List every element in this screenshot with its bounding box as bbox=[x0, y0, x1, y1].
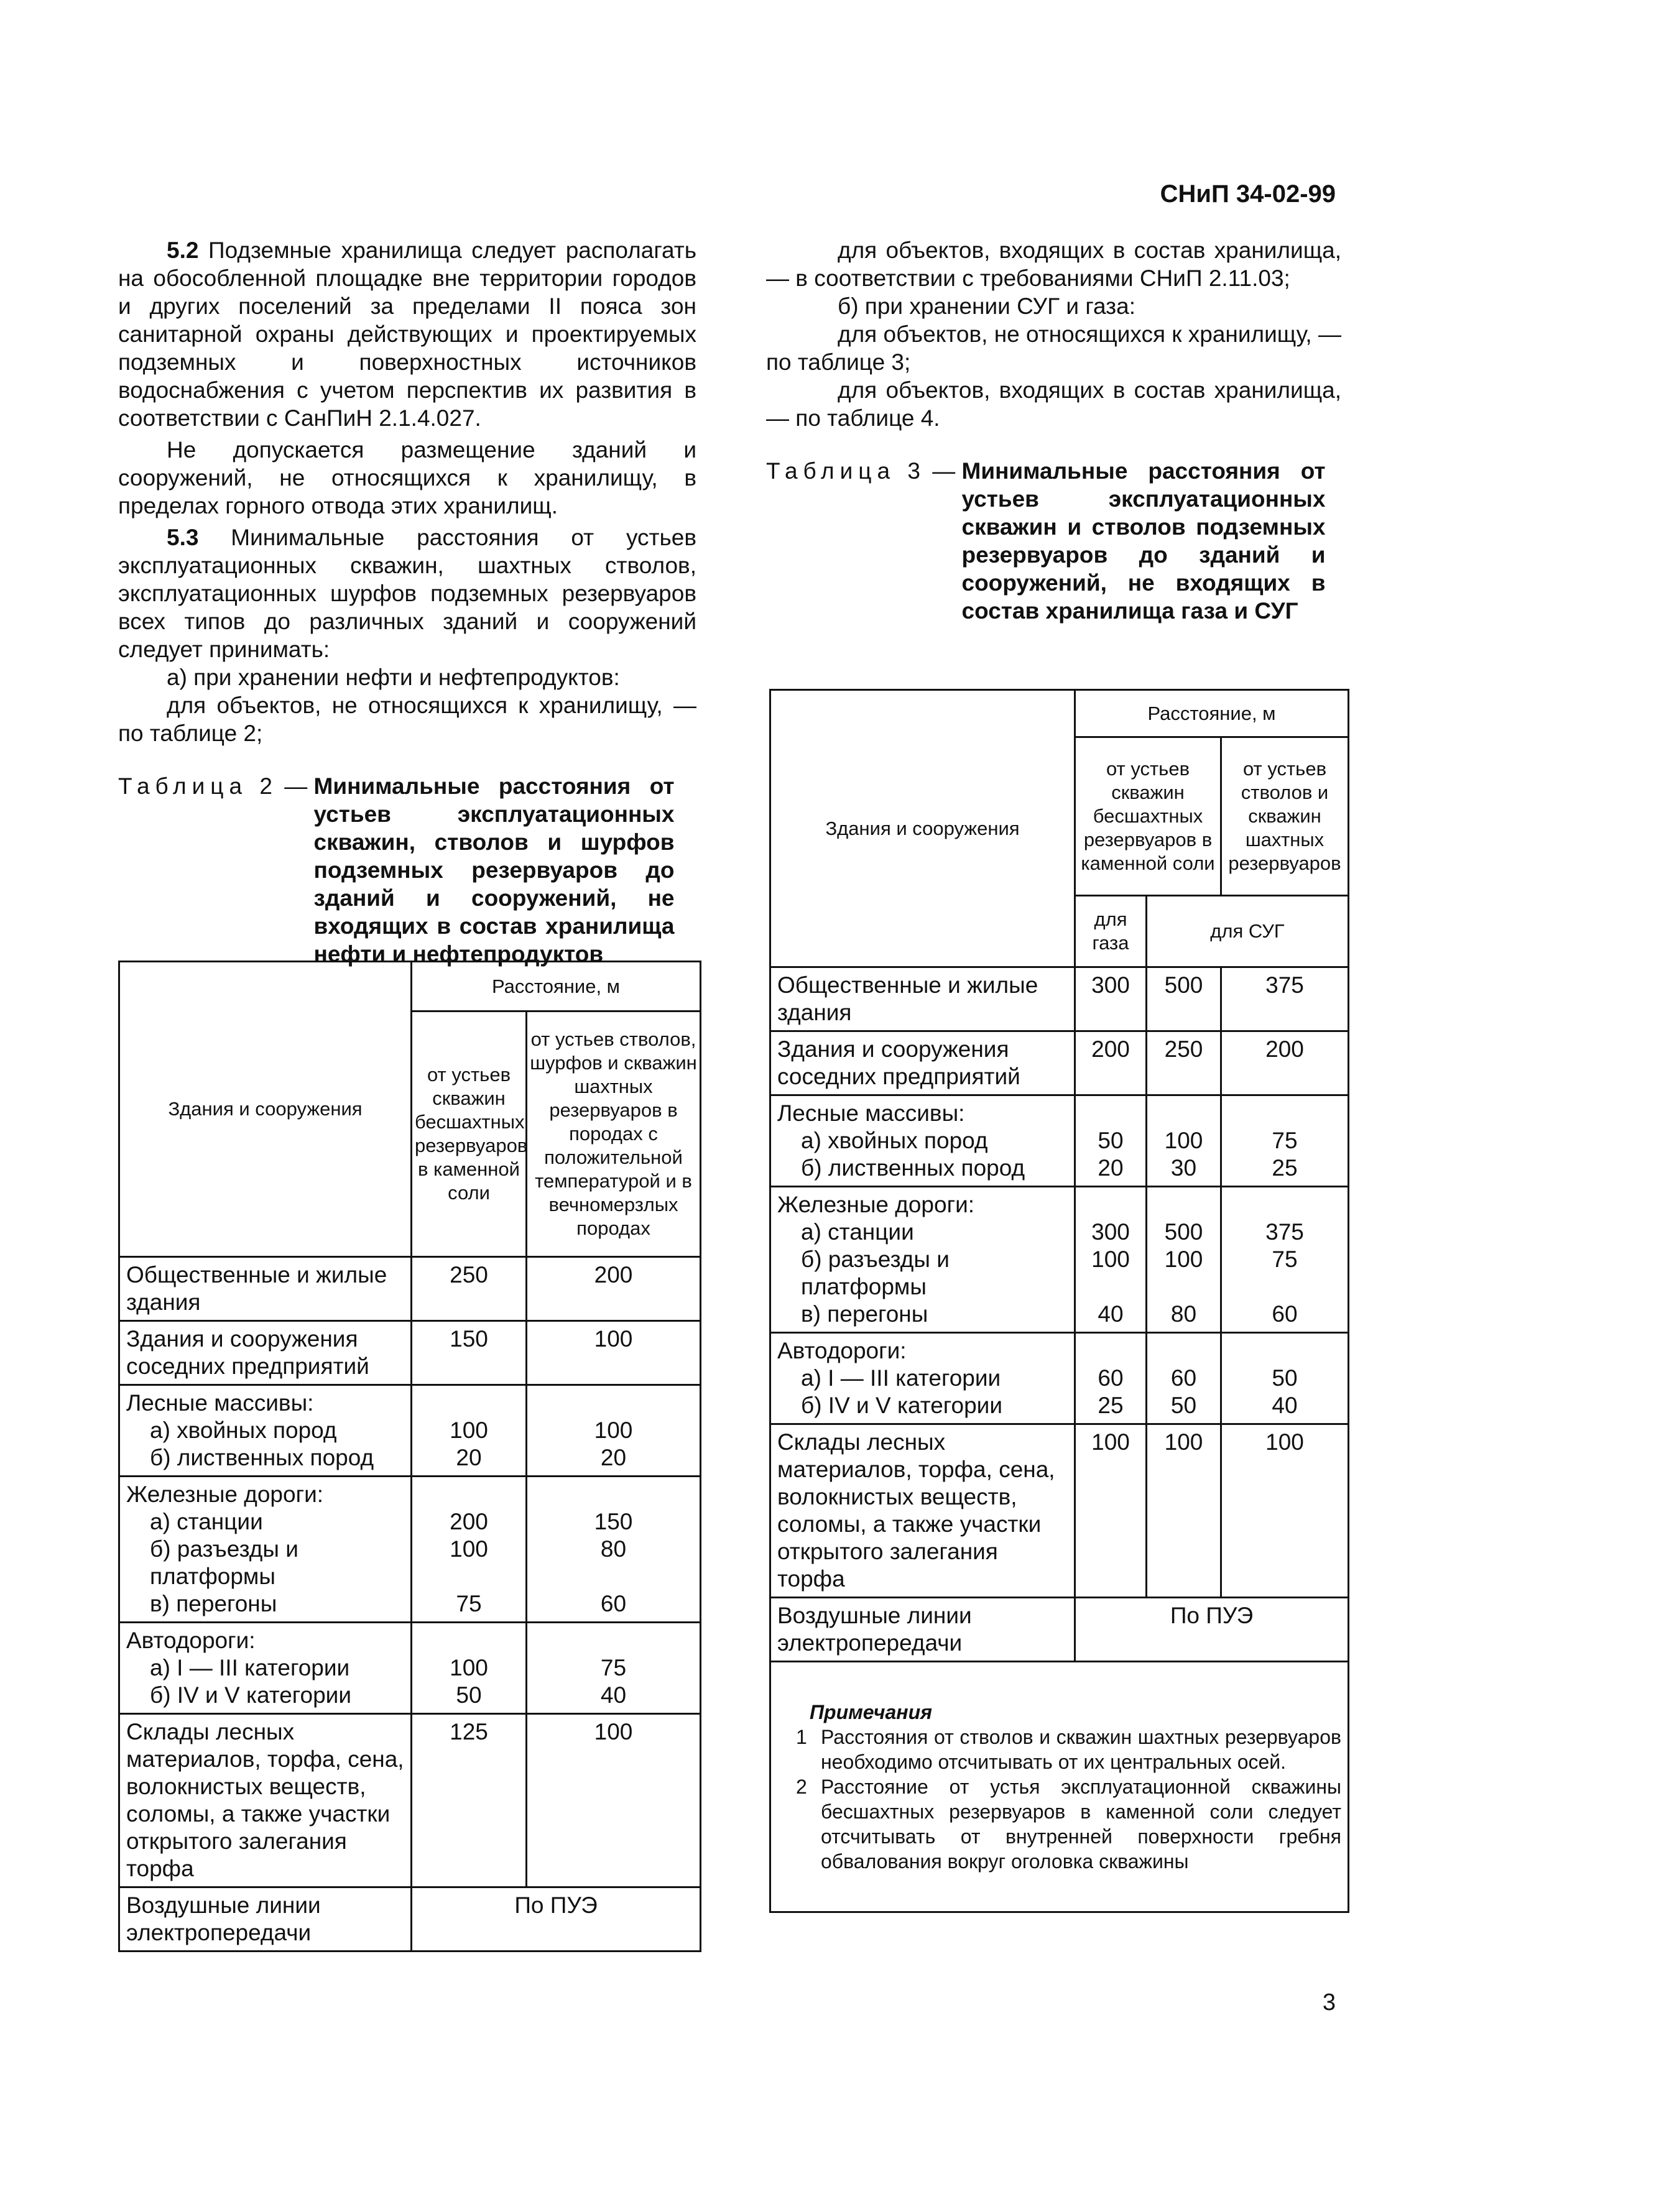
sub-item: б) разъезды и платформы bbox=[801, 1247, 950, 1299]
header-distance: Расстояние, м bbox=[412, 962, 701, 1012]
cell-value: 100 bbox=[1147, 1424, 1221, 1598]
group-heading: Автодороги: bbox=[126, 1628, 256, 1653]
row-name: Склады лесных материалов, торфа, сена, волокнистых веществ, соломы, а также участки открытого залегания торфа bbox=[119, 1714, 412, 1887]
cell-value: 250 bbox=[1147, 1031, 1221, 1095]
cell-value: 100 50 bbox=[412, 1623, 527, 1714]
sub-item: в) перегоны bbox=[801, 1301, 928, 1327]
group-heading: Автодороги: bbox=[777, 1338, 907, 1363]
paragraph: б) при хранении СУГ и газа: bbox=[838, 293, 1135, 319]
paragraph: для объектов, не относящихся к хранилищу, — по таблице 3; bbox=[766, 321, 1341, 375]
clause-number: 5.3 bbox=[167, 525, 199, 550]
cell-value: 100 20 bbox=[527, 1385, 701, 1477]
header-col-1: от устьев скважин бесшахтных резервуаров в каменной соли bbox=[1075, 737, 1221, 896]
cell-value: 150 bbox=[412, 1321, 527, 1385]
sub-item: б) IV и V категории bbox=[150, 1682, 351, 1708]
row-name bbox=[770, 1095, 1075, 1187]
notes-title: Примечания bbox=[810, 1701, 932, 1723]
row-name bbox=[770, 1333, 1075, 1424]
header-col-2: от устьев стволов и скважин шахтных резервуаров bbox=[1221, 737, 1349, 896]
row-name: Общественные и жилые здания bbox=[770, 967, 1075, 1031]
cell-value: 500 bbox=[1147, 967, 1221, 1031]
cell-value: 250 bbox=[412, 1257, 527, 1321]
group-heading: Железные дороги: bbox=[126, 1482, 324, 1507]
table-3-caption bbox=[766, 457, 1341, 625]
sub-item: б) лиственных пород bbox=[150, 1445, 374, 1470]
header-distance: Расстояние, м bbox=[1075, 690, 1349, 737]
row-name: Общественные и жилые здания bbox=[119, 1257, 412, 1321]
cell-value: 300 100 40 bbox=[1075, 1187, 1147, 1333]
cell-value: 375 75 60 bbox=[1221, 1187, 1349, 1333]
paragraph-5-3 bbox=[118, 523, 696, 663]
left-column bbox=[118, 236, 696, 968]
row-name bbox=[119, 1623, 412, 1714]
cell-value: 375 bbox=[1221, 967, 1349, 1031]
cell-value: 200 100 75 bbox=[412, 1477, 527, 1623]
header-buildings: Здания и сооружения bbox=[770, 690, 1075, 967]
row-name bbox=[119, 1477, 412, 1623]
cell-value: 100 bbox=[1075, 1424, 1147, 1598]
cell-value: 60 50 bbox=[1147, 1333, 1221, 1424]
paragraph: Не допускается размещение зданий и сооружений, не относящихся к хранилищу, в пределах горного отвода этих хранилищ. bbox=[118, 437, 696, 518]
sub-item: б) лиственных пород bbox=[801, 1155, 1025, 1181]
cell-value: 100 20 bbox=[412, 1385, 527, 1477]
cell-value: 100 bbox=[1221, 1424, 1349, 1598]
cell-value: 150 80 60 bbox=[527, 1477, 701, 1623]
clause-number: 5.2 bbox=[167, 237, 199, 263]
cell-value: 300 bbox=[1075, 967, 1147, 1031]
paragraph: для объектов, входящих в состав хранилища, — в соответствии с требованиями СНиП 2.11.03; bbox=[766, 237, 1341, 291]
paragraph-5-2 bbox=[118, 236, 696, 432]
row-name: Здания и сооружения соседних предприятий bbox=[119, 1321, 412, 1385]
cell-value: 125 bbox=[412, 1714, 527, 1887]
right-column bbox=[766, 236, 1341, 625]
sub-item: а) станции bbox=[801, 1219, 914, 1245]
sub-item: б) IV и V категории bbox=[801, 1393, 1002, 1418]
row-name bbox=[770, 1187, 1075, 1333]
clause-text: Подземные хранилища следует располагать на обособленной площадке вне территории городов и других поселений за пределами II пояса зон санитарной охраны действующих и проектируемых подземных и поверхностных источников водоснабжения с учетом перспектив их развития в соответствии с СанПиН 2.1.4.027. bbox=[118, 237, 696, 431]
caption-title: Минимальные расстояния от устьев эксплуатационных скважин и стволов подземных резервуаров до зданий и сооружений, не входящих в состав хранилища газа и СУГ bbox=[961, 458, 1326, 624]
notes-cell bbox=[770, 1662, 1349, 1912]
sub-item: а) хвойных пород bbox=[801, 1128, 988, 1153]
sub-item: а) I — III категории bbox=[801, 1365, 1001, 1391]
clause-text: Минимальные расстояния от устьев эксплуатационных скважин, шахтных стволов, эксплуатационных шурфов подземных резервуаров всех типов до различных зданий и сооружений следует принимать: bbox=[118, 525, 696, 662]
document-header: СНиП 34-02-99 bbox=[1160, 180, 1336, 208]
cell-value: 75 40 bbox=[527, 1623, 701, 1714]
note-2: 2 Расстояние от устья эксплуатационной скважины бесшахтных резервуаров в каменной соли следует отсчитывать от внутренней поверхности гребня обвалования вокруг оголовка скважины bbox=[796, 1776, 1341, 1873]
sub-item: а) I — III категории bbox=[150, 1655, 350, 1680]
cell-value: 500 100 80 bbox=[1147, 1187, 1221, 1333]
paragraph: для объектов, не относящихся к хранилищу, — по таблице 2; bbox=[118, 693, 696, 746]
row-name: Воздушные линии электропередачи bbox=[770, 1598, 1075, 1662]
sub-item: б) разъезды и платформы bbox=[150, 1536, 298, 1589]
table-2-caption bbox=[118, 772, 696, 968]
row-name: Склады лесных материалов, торфа, сена, волокнистых веществ, соломы, а также участки открытого залегания торфа bbox=[770, 1424, 1075, 1598]
group-heading: Железные дороги: bbox=[777, 1192, 975, 1217]
header-sug: для СУГ bbox=[1147, 896, 1349, 967]
paragraph: для объектов, входящих в состав хранилища, — по таблице 4. bbox=[766, 377, 1341, 431]
caption-dash: — bbox=[277, 773, 314, 799]
page-number: 3 bbox=[1322, 1989, 1336, 2016]
header-col-1: от устьев скважин бесшахтных резервуаров в каменной соли bbox=[412, 1012, 527, 1257]
caption-dash: — bbox=[925, 458, 962, 484]
cell-value: По ПУЭ bbox=[1075, 1598, 1349, 1662]
cell-value: 75 25 bbox=[1221, 1095, 1349, 1187]
table-2 bbox=[118, 961, 701, 1952]
cell-value: По ПУЭ bbox=[412, 1887, 701, 1952]
group-heading: Лесные массивы: bbox=[126, 1390, 314, 1416]
note-1: 1 Расстояния от стволов и скважин шахтных резервуаров необходимо отсчитывать от их центральных осей. bbox=[796, 1726, 1341, 1773]
header-buildings: Здания и сооружения bbox=[119, 962, 412, 1257]
row-name bbox=[119, 1385, 412, 1477]
sub-item: в) перегоны bbox=[150, 1591, 277, 1616]
table-3 bbox=[769, 689, 1349, 1913]
cell-value: 200 bbox=[527, 1257, 701, 1321]
cell-value: 200 bbox=[1075, 1031, 1147, 1095]
cell-value: 50 40 bbox=[1221, 1333, 1349, 1424]
cell-value: 100 bbox=[527, 1321, 701, 1385]
cell-value: 50 20 bbox=[1075, 1095, 1147, 1187]
cell-value: 200 bbox=[1221, 1031, 1349, 1095]
header-col-2: от устьев стволов, шурфов и скважин шахтных резервуаров в породах с положительной температурой и в вечномерзлых породах bbox=[527, 1012, 701, 1257]
cell-value: 100 bbox=[527, 1714, 701, 1887]
paragraph: а) при хранении нефти и нефтепродуктов: bbox=[167, 665, 620, 690]
cell-value: 100 30 bbox=[1147, 1095, 1221, 1187]
caption-label: Таблица 3 bbox=[766, 458, 926, 484]
cell-value: 60 25 bbox=[1075, 1333, 1147, 1424]
header-gas: для газа bbox=[1075, 896, 1147, 967]
sub-item: а) хвойных пород bbox=[150, 1417, 337, 1443]
group-heading: Лесные массивы: bbox=[777, 1100, 965, 1126]
caption-label: Таблица 2 bbox=[118, 773, 278, 799]
row-name: Здания и сооружения соседних предприятий bbox=[770, 1031, 1075, 1095]
row-name: Воздушные линии электропередачи bbox=[119, 1887, 412, 1952]
sub-item: а) станции bbox=[150, 1509, 263, 1534]
caption-title: Минимальные расстояния от устьев эксплуатационных скважин, стволов и шурфов подземных резервуаров до зданий и сооружений, не входящих в состав хранилища нефти и нефтепродуктов bbox=[313, 773, 675, 967]
